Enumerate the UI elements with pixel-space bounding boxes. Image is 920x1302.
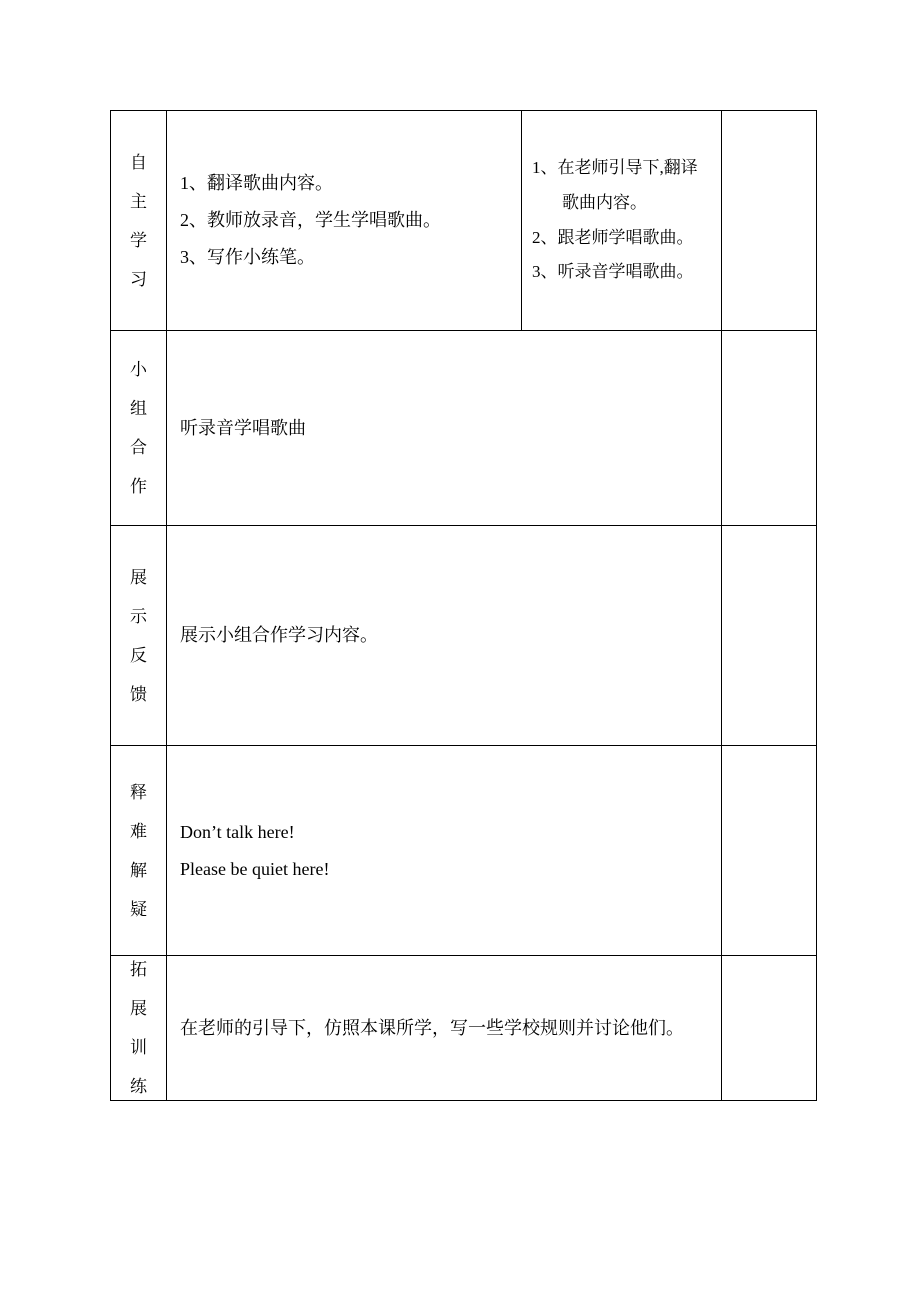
label-char: 难 — [130, 821, 147, 841]
content-text: 在老师的引导下，仿照本课所学，写一些学校规则并讨论他们。 — [180, 1017, 684, 1038]
table-row-extension — [111, 956, 817, 1101]
example-sentence: Don’t talk here! — [180, 821, 295, 842]
label-char: 释 — [130, 782, 147, 802]
student-step: 1、在老师引导下,翻译 — [532, 157, 698, 177]
student-step-continued: 歌曲内容。 — [562, 192, 647, 212]
label-char: 反 — [130, 645, 147, 665]
student-step: 2、跟老师学唱歌曲。 — [532, 227, 694, 247]
notes-cell — [722, 746, 817, 956]
label-char: 示 — [130, 606, 147, 626]
content-cell — [167, 956, 722, 1101]
content-cell — [167, 331, 722, 526]
table-row-presentation — [111, 526, 817, 746]
notes-cell — [722, 331, 817, 526]
row-label-extension — [111, 961, 166, 1095]
row-label-cell — [111, 746, 167, 956]
row-label-cell — [111, 331, 167, 526]
teacher-step: 1、翻译歌曲内容。 — [180, 173, 333, 194]
label-char: 组 — [130, 399, 147, 418]
teacher-step: 3、写作小练笔。 — [180, 246, 315, 267]
content-text: 展示小组合作学习内容。 — [180, 625, 378, 646]
content-text: 听录音学唱歌曲 — [180, 417, 306, 438]
row-label-cell — [111, 111, 167, 331]
label-char: 自 — [130, 152, 147, 172]
row-label-self-study — [111, 154, 166, 288]
label-char: 展 — [130, 567, 147, 587]
label-char: 作 — [130, 477, 147, 496]
label-char: 合 — [130, 438, 147, 457]
teacher-step: 2、教师放录音，学生学唱歌曲。 — [180, 210, 441, 231]
label-char: 疑 — [130, 899, 147, 919]
row-label-difficulties — [111, 784, 166, 918]
label-char: 学 — [130, 230, 147, 250]
table-row-self-study — [111, 111, 817, 331]
label-char: 馈 — [130, 684, 147, 704]
example-sentence: Please be quiet here! — [180, 858, 330, 879]
teacher-steps — [180, 165, 511, 276]
table-row-difficulties — [111, 746, 817, 956]
label-char: 训 — [130, 1038, 147, 1057]
notes-cell — [722, 526, 817, 746]
label-char: 拓 — [130, 960, 147, 979]
label-char: 习 — [130, 269, 147, 289]
label-char: 小 — [130, 360, 147, 379]
student-step: 3、听录音学唱歌曲。 — [532, 262, 694, 282]
label-char: 展 — [130, 999, 147, 1018]
notes-cell — [722, 956, 817, 1101]
row-label-cell — [111, 956, 167, 1101]
teacher-activity-cell — [167, 111, 522, 331]
row-label-cell — [111, 526, 167, 746]
row-label-presentation — [111, 569, 166, 703]
notes-cell — [722, 111, 817, 331]
student-activity-cell — [522, 111, 722, 331]
content-cell — [167, 526, 722, 746]
row-label-group-work — [111, 361, 166, 495]
label-char: 主 — [130, 191, 147, 211]
lesson-plan-table — [110, 110, 817, 1101]
label-char: 解 — [130, 860, 147, 880]
student-steps — [532, 151, 711, 290]
content-cell — [167, 746, 722, 956]
label-char: 练 — [130, 1077, 147, 1096]
table-row-group-work — [111, 331, 817, 526]
